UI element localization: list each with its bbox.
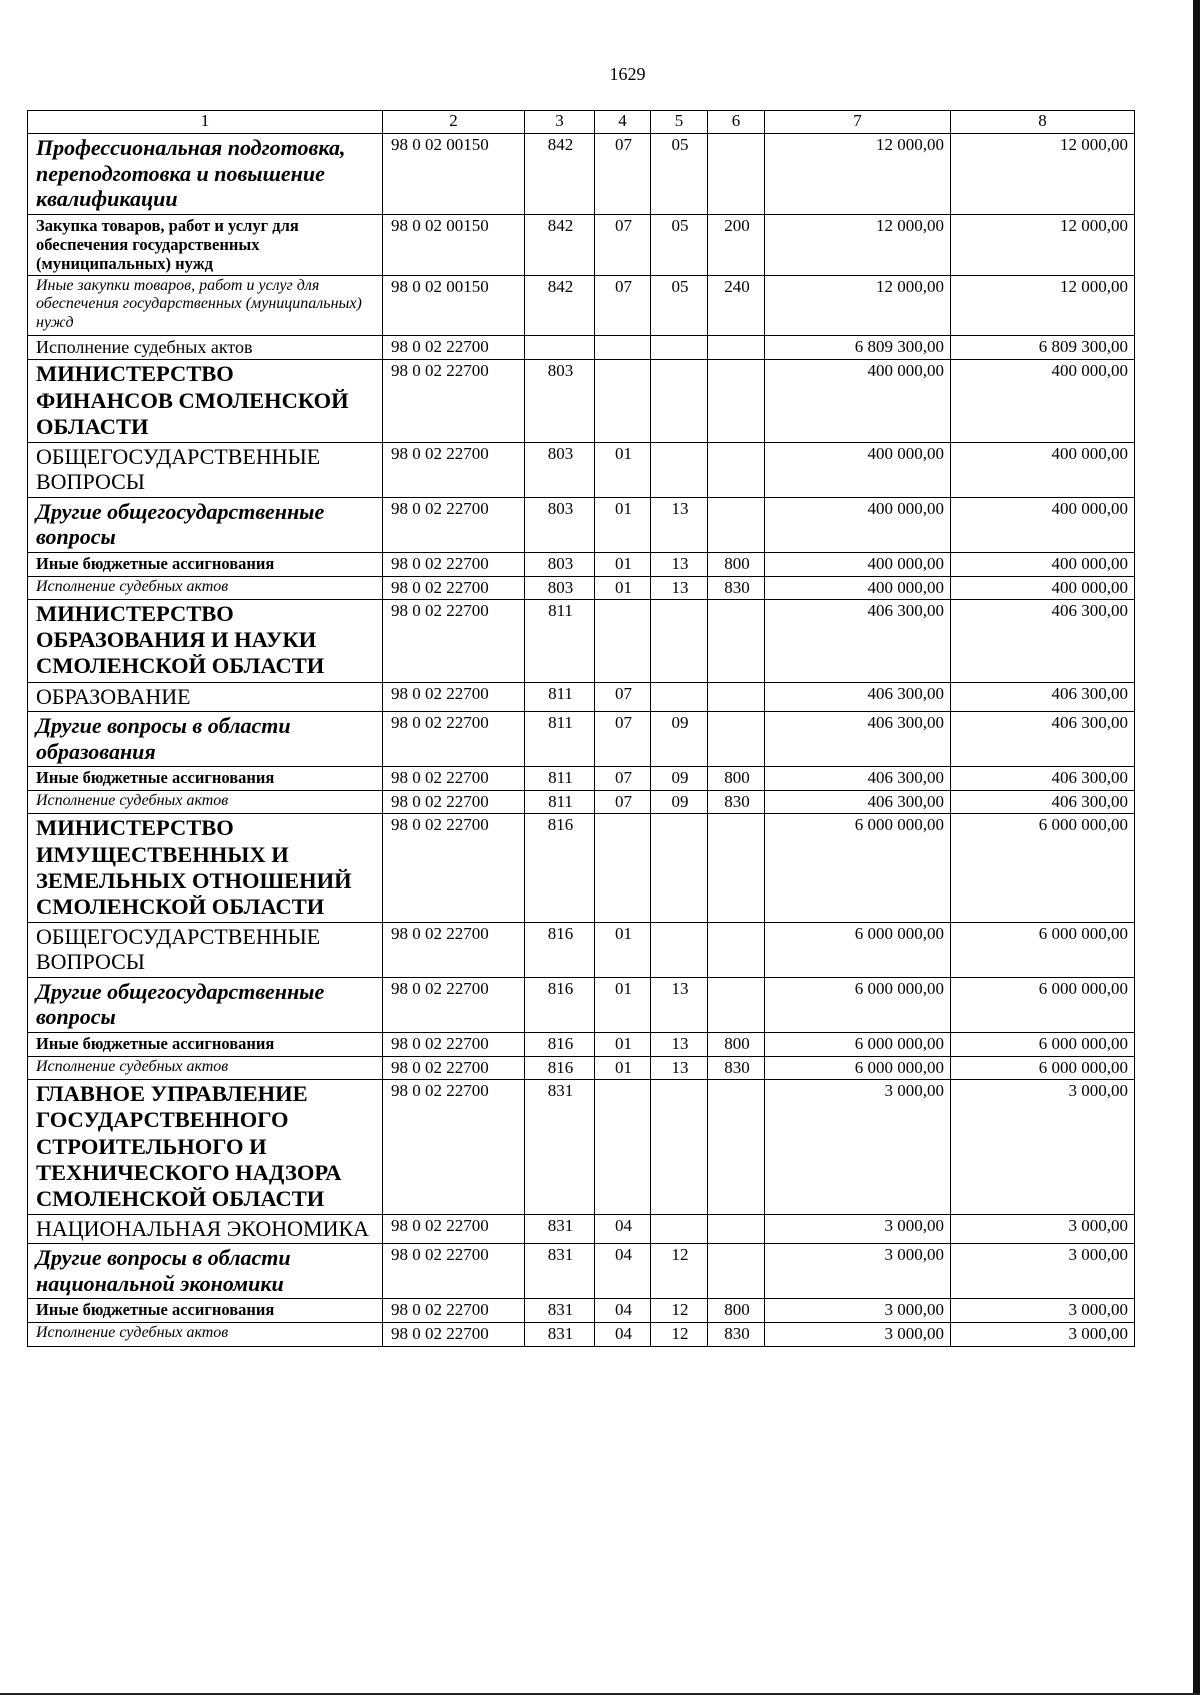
ministry-code-cell: 831 — [525, 1080, 595, 1214]
table-row — [28, 360, 1135, 442]
subsection-cell — [651, 814, 708, 922]
table-row — [28, 790, 1135, 814]
ministry-code-cell: 803 — [525, 497, 595, 552]
table-row — [28, 682, 1135, 712]
subsection-cell: 13 — [651, 977, 708, 1032]
row-name-cell: Другие общегосударственные вопросы — [28, 497, 383, 552]
row-name-cell: Иные бюджетные ассигнования — [28, 1032, 383, 1056]
ministry-code-cell: 842 — [525, 134, 595, 215]
page-number: 1629 — [609, 64, 646, 84]
section-cell: 04 — [595, 1323, 651, 1347]
section-cell: 01 — [595, 442, 651, 497]
expense-type-cell: 830 — [708, 1323, 765, 1347]
amount-col7-cell: 400 000,00 — [765, 576, 951, 600]
ministry-code-cell: 803 — [525, 360, 595, 442]
expense-type-cell: 800 — [708, 767, 765, 791]
row-name-cell: Иные бюджетные ассигнования — [28, 552, 383, 576]
target-article-cell: 98 0 02 22700 — [383, 814, 525, 922]
amount-col8-cell: 6 809 300,00 — [951, 335, 1135, 360]
subsection-cell: 13 — [651, 1032, 708, 1056]
ministry-code-cell: 811 — [525, 682, 595, 712]
expense-type-cell — [708, 1080, 765, 1214]
amount-col8-cell: 406 300,00 — [951, 600, 1135, 682]
amount-col7-cell: 400 000,00 — [765, 497, 951, 552]
column-header: 4 — [595, 111, 651, 134]
target-article-cell: 98 0 02 00150 — [383, 214, 525, 275]
amount-col8-cell: 3 000,00 — [951, 1080, 1135, 1214]
section-cell: 01 — [595, 922, 651, 977]
table-row — [28, 1299, 1135, 1323]
table-row — [28, 214, 1135, 275]
expense-type-cell — [708, 134, 765, 215]
section-cell: 07 — [595, 682, 651, 712]
ministry-code-cell: 816 — [525, 977, 595, 1032]
amount-col7-cell: 406 300,00 — [765, 790, 951, 814]
target-article-cell: 98 0 02 22700 — [383, 576, 525, 600]
target-article-cell: 98 0 02 22700 — [383, 360, 525, 442]
table-row — [28, 1214, 1135, 1244]
target-article-cell: 98 0 02 00150 — [383, 134, 525, 215]
ministry-code-cell — [525, 335, 595, 360]
column-header: 8 — [951, 111, 1135, 134]
subsection-cell — [651, 682, 708, 712]
subsection-cell: 05 — [651, 134, 708, 215]
amount-col8-cell: 3 000,00 — [951, 1323, 1135, 1347]
subsection-cell: 12 — [651, 1244, 708, 1299]
expense-type-cell: 800 — [708, 1299, 765, 1323]
row-name-cell: Иные бюджетные ассигнования — [28, 767, 383, 791]
expense-type-cell — [708, 814, 765, 922]
subsection-cell — [651, 1214, 708, 1244]
ministry-code-cell: 803 — [525, 552, 595, 576]
ministry-code-cell: 831 — [525, 1323, 595, 1347]
table-row — [28, 922, 1135, 977]
amount-col8-cell: 406 300,00 — [951, 790, 1135, 814]
expense-type-cell: 240 — [708, 275, 765, 335]
expense-type-cell — [708, 682, 765, 712]
column-header: 6 — [708, 111, 765, 134]
ministry-code-cell: 811 — [525, 712, 595, 767]
table-row — [28, 275, 1135, 335]
ministry-code-cell: 816 — [525, 922, 595, 977]
target-article-cell: 98 0 02 22700 — [383, 497, 525, 552]
expense-type-cell: 200 — [708, 214, 765, 275]
subsection-cell: 13 — [651, 576, 708, 600]
target-article-cell: 98 0 02 22700 — [383, 600, 525, 682]
amount-col8-cell: 406 300,00 — [951, 767, 1135, 791]
table-row — [28, 712, 1135, 767]
section-cell: 07 — [595, 214, 651, 275]
row-name-cell: ОБЩЕГОСУДАРСТВЕННЫЕ ВОПРОСЫ — [28, 922, 383, 977]
row-name-cell: МИНИСТЕРСТВО ФИНАНСОВ СМОЛЕНСКОЙ ОБЛАСТИ — [28, 360, 383, 442]
ministry-code-cell: 811 — [525, 790, 595, 814]
target-article-cell: 98 0 02 22700 — [383, 552, 525, 576]
table-row — [28, 1244, 1135, 1299]
row-name-cell: ОБРАЗОВАНИЕ — [28, 682, 383, 712]
subsection-cell: 12 — [651, 1323, 708, 1347]
ministry-code-cell: 816 — [525, 1056, 595, 1080]
expense-type-cell: 800 — [708, 552, 765, 576]
section-cell — [595, 600, 651, 682]
amount-col7-cell: 12 000,00 — [765, 214, 951, 275]
section-cell — [595, 360, 651, 442]
expense-type-cell: 830 — [708, 1056, 765, 1080]
ministry-code-cell: 803 — [525, 442, 595, 497]
ministry-code-cell: 811 — [525, 767, 595, 791]
amount-col8-cell: 6 000 000,00 — [951, 922, 1135, 977]
amount-col8-cell: 400 000,00 — [951, 576, 1135, 600]
section-cell: 07 — [595, 712, 651, 767]
amount-col7-cell: 6 000 000,00 — [765, 814, 951, 922]
section-cell: 01 — [595, 1032, 651, 1056]
section-cell: 01 — [595, 497, 651, 552]
target-article-cell: 98 0 02 22700 — [383, 977, 525, 1032]
target-article-cell: 98 0 02 22700 — [383, 712, 525, 767]
ministry-code-cell: 842 — [525, 275, 595, 335]
table-row — [28, 1032, 1135, 1056]
section-cell — [595, 1080, 651, 1214]
row-name-cell: Профессиональная подготовка, переподготовка и повышение квалификации — [28, 134, 383, 215]
budget-table — [27, 110, 1135, 1347]
target-article-cell: 98 0 02 22700 — [383, 922, 525, 977]
amount-col7-cell: 3 000,00 — [765, 1244, 951, 1299]
amount-col8-cell: 6 000 000,00 — [951, 1032, 1135, 1056]
row-name-cell: Другие вопросы в области национальной экономики — [28, 1244, 383, 1299]
section-cell: 07 — [595, 275, 651, 335]
target-article-cell: 98 0 02 22700 — [383, 1244, 525, 1299]
section-cell: 04 — [595, 1214, 651, 1244]
target-article-cell: 98 0 02 22700 — [383, 1032, 525, 1056]
column-header: 1 — [28, 111, 383, 134]
column-header: 7 — [765, 111, 951, 134]
table-row — [28, 1056, 1135, 1080]
target-article-cell: 98 0 02 22700 — [383, 1214, 525, 1244]
subsection-cell: 13 — [651, 497, 708, 552]
row-name-cell: Исполнение судебных актов — [28, 1056, 383, 1080]
table-row — [28, 552, 1135, 576]
row-name-cell: Исполнение судебных актов — [28, 576, 383, 600]
amount-col7-cell: 12 000,00 — [765, 134, 951, 215]
ministry-code-cell: 831 — [525, 1299, 595, 1323]
expense-type-cell — [708, 712, 765, 767]
expense-type-cell — [708, 1214, 765, 1244]
section-cell: 04 — [595, 1299, 651, 1323]
target-article-cell: 98 0 02 22700 — [383, 767, 525, 791]
section-cell: 01 — [595, 552, 651, 576]
section-cell: 01 — [595, 1056, 651, 1080]
amount-col7-cell: 3 000,00 — [765, 1080, 951, 1214]
target-article-cell: 98 0 02 22700 — [383, 790, 525, 814]
subsection-cell — [651, 335, 708, 360]
section-cell: 07 — [595, 767, 651, 791]
expense-type-cell — [708, 1244, 765, 1299]
subsection-cell — [651, 360, 708, 442]
target-article-cell: 98 0 02 22700 — [383, 1299, 525, 1323]
amount-col7-cell: 6 000 000,00 — [765, 1056, 951, 1080]
table-row — [28, 814, 1135, 922]
amount-col8-cell: 406 300,00 — [951, 712, 1135, 767]
amount-col8-cell: 400 000,00 — [951, 442, 1135, 497]
row-name-cell: Исполнение судебных актов — [28, 335, 383, 360]
amount-col7-cell: 400 000,00 — [765, 442, 951, 497]
amount-col8-cell: 6 000 000,00 — [951, 1056, 1135, 1080]
subsection-cell: 12 — [651, 1299, 708, 1323]
amount-col8-cell: 3 000,00 — [951, 1299, 1135, 1323]
table-row — [28, 497, 1135, 552]
column-header: 5 — [651, 111, 708, 134]
row-name-cell: НАЦИОНАЛЬНАЯ ЭКОНОМИКА — [28, 1214, 383, 1244]
amount-col8-cell: 400 000,00 — [951, 552, 1135, 576]
subsection-cell — [651, 922, 708, 977]
section-cell: 01 — [595, 576, 651, 600]
table-row — [28, 576, 1135, 600]
table-body — [28, 134, 1135, 1347]
expense-type-cell — [708, 497, 765, 552]
row-name-cell: МИНИСТЕРСТВО ИМУЩЕСТВЕННЫХ И ЗЕМЕЛЬНЫХ ОТНОШЕНИЙ СМОЛЕНСКОЙ ОБЛАСТИ — [28, 814, 383, 922]
subsection-cell: 13 — [651, 1056, 708, 1080]
expense-type-cell: 830 — [708, 790, 765, 814]
target-article-cell: 98 0 02 22700 — [383, 1056, 525, 1080]
subsection-cell — [651, 600, 708, 682]
row-name-cell: МИНИСТЕРСТВО ОБРАЗОВАНИЯ И НАУКИ СМОЛЕНСКОЙ ОБЛАСТИ — [28, 600, 383, 682]
expense-type-cell — [708, 360, 765, 442]
target-article-cell: 98 0 02 22700 — [383, 682, 525, 712]
column-header: 2 — [383, 111, 525, 134]
amount-col7-cell: 3 000,00 — [765, 1214, 951, 1244]
amount-col8-cell: 12 000,00 — [951, 275, 1135, 335]
table-row — [28, 134, 1135, 215]
section-cell: 04 — [595, 1244, 651, 1299]
ministry-code-cell: 831 — [525, 1214, 595, 1244]
subsection-cell: 09 — [651, 767, 708, 791]
amount-col7-cell: 406 300,00 — [765, 600, 951, 682]
amount-col8-cell: 6 000 000,00 — [951, 814, 1135, 922]
ministry-code-cell: 842 — [525, 214, 595, 275]
section-cell: 07 — [595, 134, 651, 215]
ministry-code-cell: 803 — [525, 576, 595, 600]
scan-edge-right — [1193, 0, 1200, 1695]
amount-col7-cell: 406 300,00 — [765, 712, 951, 767]
amount-col7-cell: 6 000 000,00 — [765, 922, 951, 977]
table-row — [28, 600, 1135, 682]
amount-col7-cell: 3 000,00 — [765, 1323, 951, 1347]
ministry-code-cell: 816 — [525, 814, 595, 922]
expense-type-cell: 800 — [708, 1032, 765, 1056]
row-name-cell: ОБЩЕГОСУДАРСТВЕННЫЕ ВОПРОСЫ — [28, 442, 383, 497]
amount-col8-cell: 12 000,00 — [951, 214, 1135, 275]
row-name-cell: ГЛАВНОЕ УПРАВЛЕНИЕ ГОСУДАРСТВЕННОГО СТРОИТЕЛЬНОГО И ТЕХНИЧЕСКОГО НАДЗОРА СМОЛЕНСКОЙ ОБЛАСТИ — [28, 1080, 383, 1214]
expense-type-cell — [708, 922, 765, 977]
section-cell — [595, 335, 651, 360]
target-article-cell: 98 0 02 22700 — [383, 335, 525, 360]
amount-col8-cell: 6 000 000,00 — [951, 977, 1135, 1032]
ministry-code-cell: 811 — [525, 600, 595, 682]
amount-col8-cell: 400 000,00 — [951, 497, 1135, 552]
amount-col7-cell: 406 300,00 — [765, 767, 951, 791]
amount-col8-cell: 406 300,00 — [951, 682, 1135, 712]
row-name-cell: Иные закупки товаров, работ и услуг для обеспечения государственных (муниципальных) нужд — [28, 275, 383, 335]
section-cell — [595, 814, 651, 922]
table-row — [28, 977, 1135, 1032]
subsection-cell: 05 — [651, 214, 708, 275]
amount-col7-cell: 406 300,00 — [765, 682, 951, 712]
target-article-cell: 98 0 02 22700 — [383, 1080, 525, 1214]
expense-type-cell — [708, 442, 765, 497]
section-cell: 01 — [595, 977, 651, 1032]
row-name-cell: Другие общегосударственные вопросы — [28, 977, 383, 1032]
table-row — [28, 1323, 1135, 1347]
amount-col7-cell: 6 000 000,00 — [765, 977, 951, 1032]
amount-col7-cell: 12 000,00 — [765, 275, 951, 335]
subsection-cell — [651, 1080, 708, 1214]
row-name-cell: Другие вопросы в области образования — [28, 712, 383, 767]
table-row — [28, 442, 1135, 497]
section-cell: 07 — [595, 790, 651, 814]
table-row — [28, 767, 1135, 791]
expense-type-cell — [708, 600, 765, 682]
amount-col7-cell: 6 000 000,00 — [765, 1032, 951, 1056]
ministry-code-cell: 816 — [525, 1032, 595, 1056]
target-article-cell: 98 0 02 00150 — [383, 275, 525, 335]
subsection-cell: 09 — [651, 712, 708, 767]
expense-type-cell — [708, 977, 765, 1032]
expense-type-cell: 830 — [708, 576, 765, 600]
target-article-cell: 98 0 02 22700 — [383, 442, 525, 497]
amount-col7-cell: 400 000,00 — [765, 360, 951, 442]
header-row — [28, 111, 1135, 134]
amount-col8-cell: 400 000,00 — [951, 360, 1135, 442]
row-name-cell: Иные бюджетные ассигнования — [28, 1299, 383, 1323]
amount-col7-cell: 6 809 300,00 — [765, 335, 951, 360]
target-article-cell: 98 0 02 22700 — [383, 1323, 525, 1347]
amount-col8-cell: 12 000,00 — [951, 134, 1135, 215]
amount-col8-cell: 3 000,00 — [951, 1214, 1135, 1244]
expense-type-cell — [708, 335, 765, 360]
amount-col7-cell: 3 000,00 — [765, 1299, 951, 1323]
subsection-cell — [651, 442, 708, 497]
subsection-cell: 05 — [651, 275, 708, 335]
subsection-cell: 13 — [651, 552, 708, 576]
amount-col8-cell: 3 000,00 — [951, 1244, 1135, 1299]
table-row — [28, 335, 1135, 360]
row-name-cell: Исполнение судебных актов — [28, 1323, 383, 1347]
row-name-cell: Закупка товаров, работ и услуг для обеспечения государственных (муниципальных) нужд — [28, 214, 383, 275]
column-header: 3 — [525, 111, 595, 134]
ministry-code-cell: 831 — [525, 1244, 595, 1299]
row-name-cell: Исполнение судебных актов — [28, 790, 383, 814]
table-row — [28, 1080, 1135, 1214]
amount-col7-cell: 400 000,00 — [765, 552, 951, 576]
subsection-cell: 09 — [651, 790, 708, 814]
